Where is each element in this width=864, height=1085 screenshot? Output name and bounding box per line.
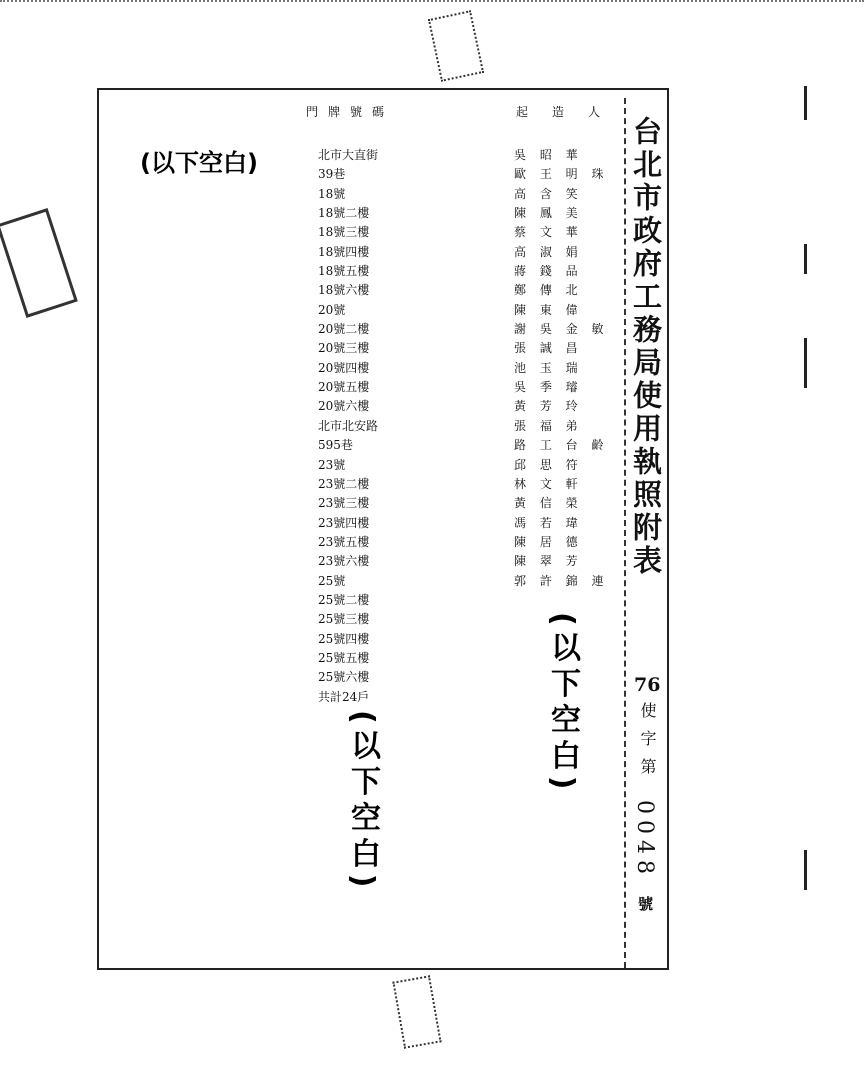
address-row: 18號四樓 [318,244,370,259]
seal-stamp-top [428,10,484,82]
address-row: 18號五樓 [318,264,370,279]
owner-row: 歐 王 明 珠 [514,167,609,182]
address-row: 20號三樓 [318,341,370,356]
address-row: 25號二樓 [318,592,370,607]
seal-stamp-left [0,208,78,318]
owner-row: 黃 芳 玲 [514,399,583,414]
owner-row: 池 玉 瑞 [514,360,583,375]
scan-edge-noise [0,0,864,7]
address-row: 25號四樓 [318,631,370,646]
address-row: 20號五樓 [318,380,370,395]
seal-stamp-bottom [392,975,441,1049]
address-row: 18號 [318,186,346,201]
address-row: 23號三樓 [318,496,370,511]
owner-row: 蔣 錢 品 [514,264,583,279]
scan-edge-mark [804,244,807,274]
owner-row: 黃 信 榮 [514,496,583,511]
address-row: 23號四樓 [318,515,370,530]
owner-row: 路 工 台 齡 [514,438,609,453]
permit-year: 76 [634,674,661,696]
owner-row: 陳 居 德 [514,534,583,549]
address-row: 20號四樓 [318,360,370,375]
owner-row: 張 福 弟 [514,418,583,433]
address-row: 18號六樓 [318,283,370,298]
owner-row: 林 文 軒 [514,476,583,491]
address-row: 18號三樓 [318,225,370,240]
address-row: 23號五樓 [318,534,370,549]
owner-row: 吳 昭 華 [514,148,583,162]
address-row: 39巷 [318,167,346,182]
handwritten-blank-note-addresses: (以下空白) [345,710,380,894]
scan-edge-mark [804,338,807,388]
title-divider [624,98,626,968]
owner-row: 邱 思 符 [514,457,583,472]
owner-row: 謝 吳 金 敏 [514,322,609,337]
address-row: 共計24戶 [318,689,370,704]
address-row: 595巷 [318,438,353,453]
address-row: 23號六樓 [318,554,370,569]
address-row: 20號 [318,302,346,317]
scan-edge-mark [804,86,807,120]
owner-row: 郭 許 錦 連 [514,573,609,588]
handwritten-blank-note-left: (以下空白) [140,149,258,177]
address-row: 北市北安路 [318,418,379,433]
owner-row: 高 含 笑 [514,186,583,201]
permit-suffix: 號 [638,895,654,913]
address-row: 20號六樓 [318,399,370,414]
permit-number: 0048 [632,800,657,880]
owner-column-header: 起造人 [516,105,625,119]
address-row: 25號五樓 [318,650,370,665]
address-row: 25號六樓 [318,670,370,685]
address-column-header: 門牌號碼 [306,105,395,119]
owner-row: 蔡 文 華 [514,225,583,240]
owner-row: 鄭 傳 北 [514,283,583,298]
owner-list [514,146,608,591]
address-list [318,146,378,707]
permit-type: 使字第 [638,702,657,786]
handwritten-blank-note-owners: (以下空白) [545,612,580,796]
document-title: 台北市政府工務局使用執照附表 [629,116,663,578]
owner-row: 陳 東 偉 [514,302,583,317]
address-row: 25號 [318,573,346,588]
address-row: 23號 [318,457,346,472]
address-row: 18號二樓 [318,206,370,221]
address-row: 25號三樓 [318,612,370,627]
address-row: 23號二樓 [318,476,370,491]
owner-row: 張 誠 昌 [514,341,583,356]
address-row: 北市大直街 [318,148,379,162]
scan-edge-mark [804,850,807,890]
owner-row: 吳 季 璿 [514,380,583,395]
owner-row: 馮 若 瑋 [514,515,583,530]
owner-row: 陳 翠 芳 [514,554,583,569]
owner-row: 陳 鳳 美 [514,206,583,221]
address-row: 20號二樓 [318,322,370,337]
owner-row: 高 淑 娟 [514,244,583,259]
